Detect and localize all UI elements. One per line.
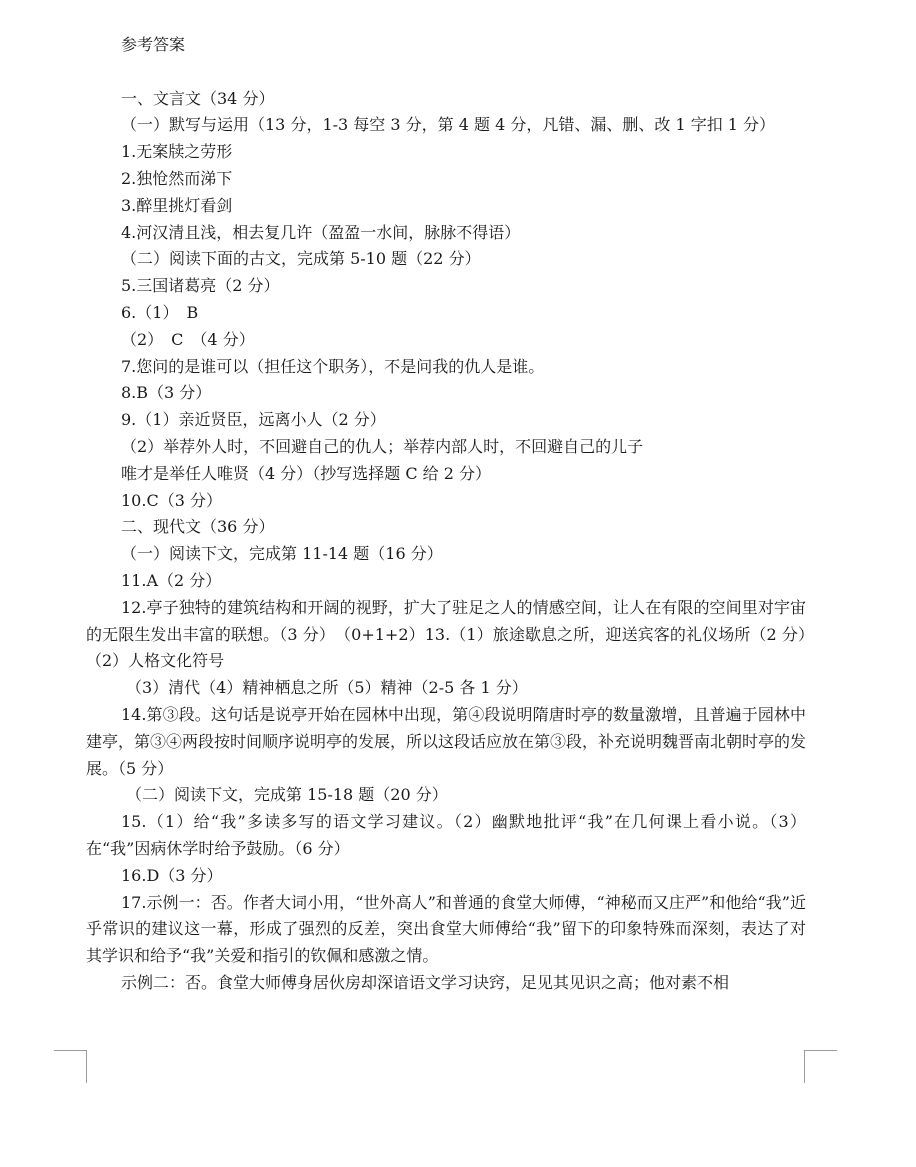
- answer-content: [86, 32, 806, 997]
- answer-line: 7.您问的是谁可以（担任这个职务），不是问我的仇人是谁。: [121, 356, 545, 376]
- answer-line: 2.独怆然而涕下: [121, 168, 233, 188]
- answer-line: 10.C（3 分）: [121, 490, 222, 510]
- answer-line: （2） C （4 分）: [121, 329, 255, 349]
- answer-line: 16.D（3 分）: [121, 865, 223, 885]
- answer-paragraph: 12.亭子独特的建筑结构和开阔的视野，扩大了驻足之人的情感空间，让人在有限的空间里对宇宙的无限生发出丰富的联想。（3 分） （0+1+2）13.（1）旅途歇息之所，迎送宾客的礼仪场所（2 分）（2）人格文化符号: [86, 597, 806, 671]
- subsection-heading: （一）默写与运用（13 分，1-3 每空 3 分，第 4 题 4 分，凡错、漏、删、改 1 字扣 1 分）: [121, 115, 776, 135]
- subsection-heading: （二）阅读下面的古文，完成第 5-10 题（22 分）: [121, 249, 481, 269]
- answer-line: 示例二：否。食堂大师傅身居伙房却深谙语文学习诀窍，足见其见识之高；他对素不相: [121, 972, 730, 992]
- answer-line: 11.A（2 分）: [121, 570, 222, 590]
- answer-line: （3）清代（4）精神栖息之所（5）精神（2-5 各 1 分）: [126, 678, 528, 698]
- blank-line: [86, 59, 806, 86]
- answer-line: 9.（1）亲近贤臣，远离小人（2 分）: [121, 410, 386, 430]
- answer-line: 6.（1） B: [121, 302, 199, 322]
- answer-line: 4.河汉清且浅，相去复几许（盈盈一水间，脉脉不得语）: [121, 222, 521, 242]
- answer-paragraph: 17.示例一：否。作者大词小用，“世外高人”和普通的食堂大师傅，“神秘而又庄严”和他给“我”近乎常识的建议这一幕，形成了强烈的反差，突出食堂大师傅给“我”留下的印象特殊而深刻，表达了对其学识和给予“我”关爱和指引的钦佩和感激之情。: [86, 892, 806, 966]
- answer-line: 1.无案牍之劳形: [121, 142, 233, 162]
- subsection-heading: （一）阅读下文，完成第 11-14 题（16 分）: [121, 544, 443, 564]
- answer-paragraph: 15.（1）给“我”多读多写的语文学习建议。（2）幽默地批评“我”在几何课上看小说。（3）在“我”因病休学时给予鼓励。（6 分）: [86, 812, 806, 858]
- answer-line: 3.醉里挑灯看剑: [121, 195, 233, 215]
- page-corner-mark-left: [54, 1050, 87, 1083]
- section-heading: 一、文言文（34 分）: [121, 88, 275, 108]
- answer-paragraph: 14.第③段。这句话是说亭开始在园林中出现，第④段说明隋唐时亭的数量激增，且普遍于园林中建亭，第③④两段按时间顺序说明亭的发展，所以这段话应放在第③段，补充说明魏晋南北朝时亭的发展。（5 分）: [86, 704, 807, 778]
- subsection-heading: （二）阅读下文，完成第 15-18 题（20 分）: [126, 785, 448, 805]
- answer-line: 唯才是举任人唯贤（4 分）（抄写选择题 C 给 2 分）: [121, 463, 492, 483]
- answer-line: 5.三国诸葛亮（2 分）: [121, 276, 280, 296]
- document-title: 参考答案: [121, 35, 186, 54]
- section-heading: 二、现代文（36 分）: [121, 517, 275, 537]
- page-corner-mark-right: [804, 1050, 837, 1083]
- answer-line: （2）举荐外人时，不回避自己的仇人；举荐内部人时，不回避自己的儿子: [121, 436, 644, 456]
- answer-line: 8.B（3 分）: [121, 383, 212, 403]
